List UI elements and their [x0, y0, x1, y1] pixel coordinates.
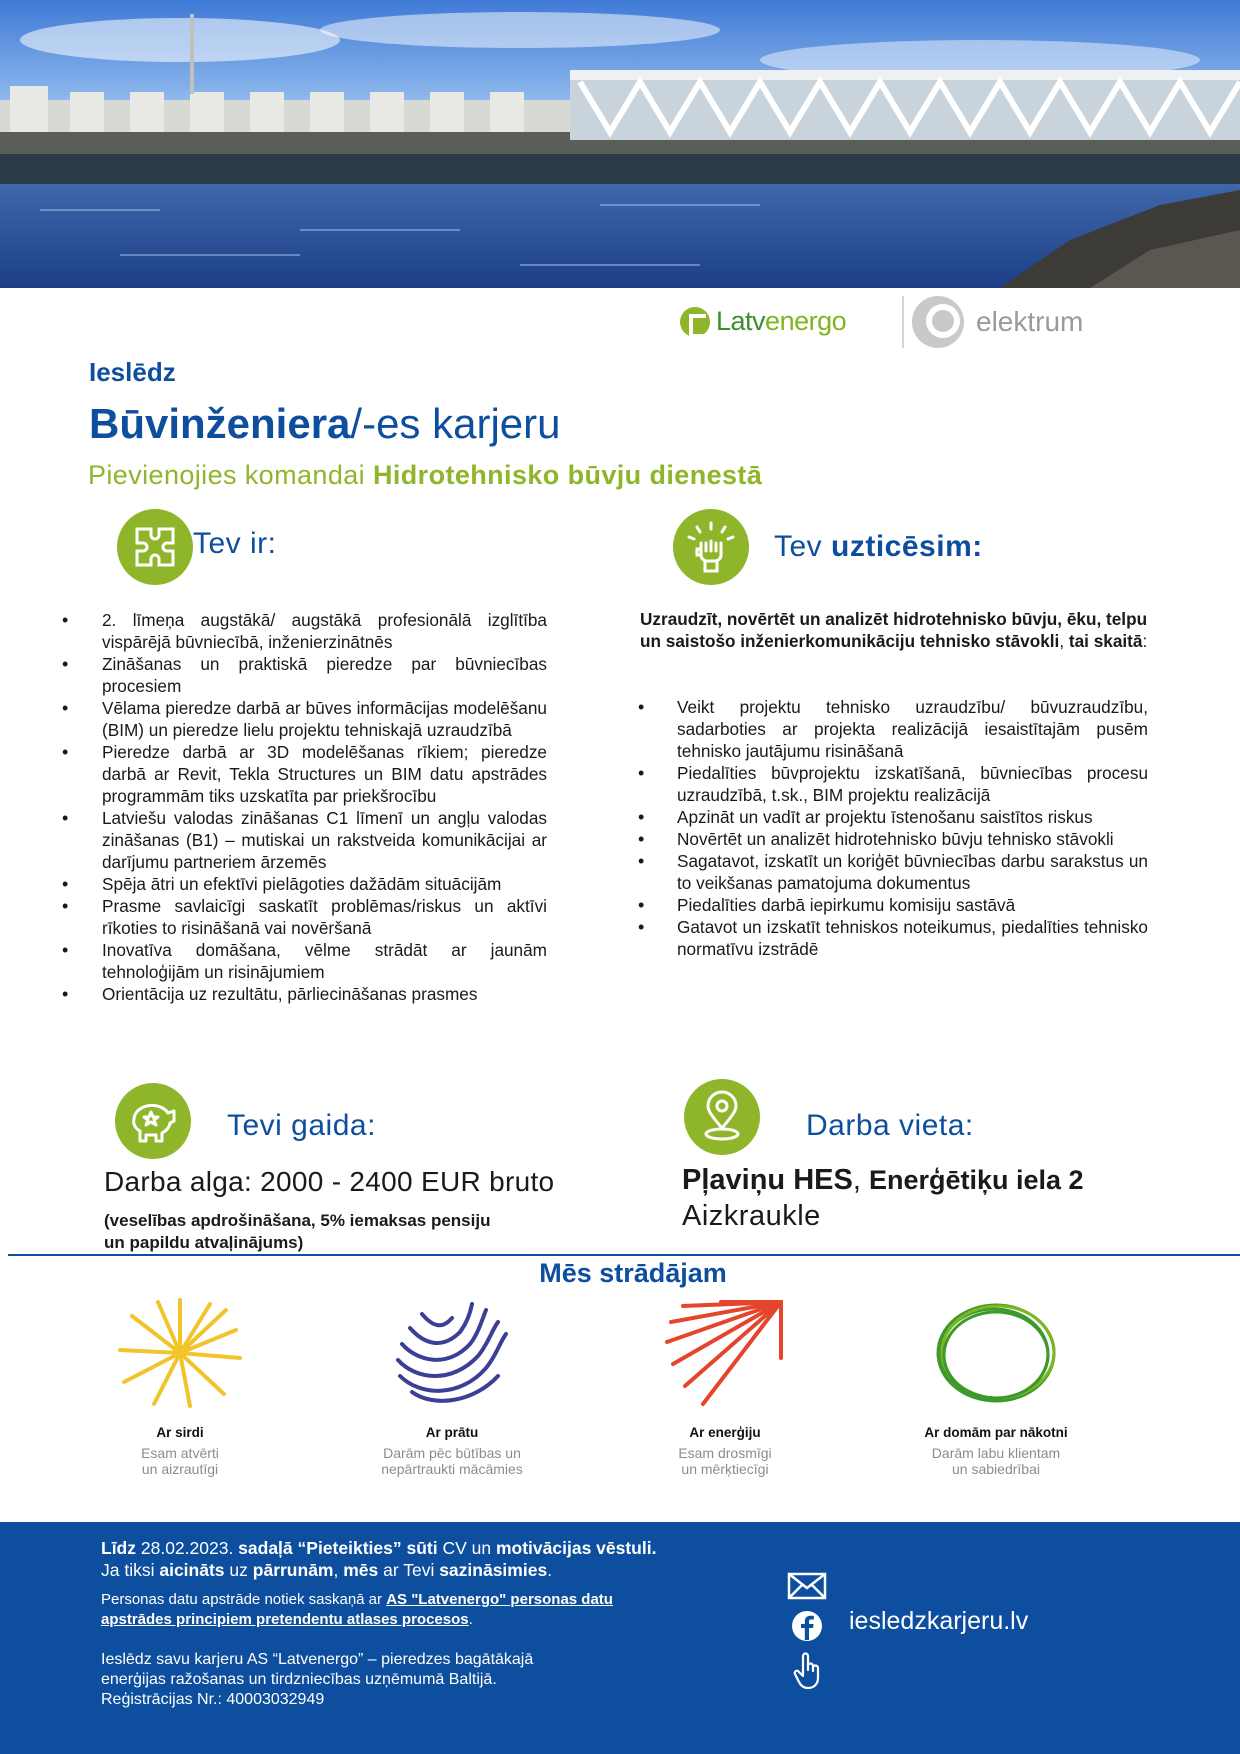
- value-future: [876, 1298, 1116, 1477]
- logo-divider: [902, 296, 904, 348]
- workplace-street: Enerģētiķu iela 2: [868, 1165, 1084, 1195]
- latvenergo-word-b: energo: [765, 306, 847, 336]
- website-link[interactable]: iesledzkarjeru.lv: [849, 1607, 1029, 1635]
- list-item: • Sagatavot, izskatīt un koriģēt būvniecības darbu sarakstus un to veikšanas pamatojuma dokumentus: [638, 850, 1148, 894]
- sunburst-icon: [60, 1298, 300, 1408]
- l2-h: sazināsimies: [439, 1560, 548, 1580]
- list-item: • Orientācija uz rezultātu, pārliecināšanas prasmes: [62, 983, 547, 1005]
- waves-icon: [332, 1298, 572, 1408]
- workplace-city: Aizkraukle: [682, 1200, 821, 1232]
- list-item: • Zināšanas un praktiskā pieredze par būvniecības procesiem: [62, 653, 547, 697]
- value-line-1: Darām labu klientam: [931, 1445, 1061, 1461]
- l2-i: .: [547, 1560, 553, 1580]
- brand-logos: [680, 296, 1100, 356]
- value-line-1: Esam atvērti: [141, 1445, 219, 1461]
- value-line-2: un mērķtiecīgi: [681, 1461, 769, 1477]
- list-item: • 2. līmeņa augstākā/ augstākā profesionālā izglītība vispārējā būvniecībā, inženierzinātnēs: [62, 609, 547, 653]
- list-item: • Veikt projektu tehnisko uzraudzību/ būvuzraudzību, sadarboties ar projekta realizācijā iesaistītajām pusēm tehnisko jautājumu risināšanā: [638, 696, 1148, 762]
- privacy-notice: [101, 1590, 661, 1630]
- section-divider: [8, 1254, 1240, 1256]
- list-item: • Gatavot un izskatīt tehniskos noteikumus, piedalīties tehnisko normatīvu izstrādē: [638, 916, 1148, 960]
- privacy-text: Personas datu apstrāde notiek saskaņā ar: [101, 1591, 387, 1608]
- rings-icon: [876, 1298, 1116, 1408]
- l2-e: ,: [333, 1560, 344, 1580]
- latvenergo-logo: [680, 306, 846, 337]
- puzzle-icon: [117, 509, 193, 585]
- contact-text: [101, 1560, 552, 1581]
- about-line-3: Reģistrācijas Nr.: 40003032949: [101, 1691, 325, 1708]
- privacy-end: .: [468, 1611, 473, 1628]
- l2-f: mēs: [343, 1560, 379, 1580]
- elektrum-mark-icon: [912, 296, 964, 348]
- workplace-name: Pļaviņu HES: [682, 1164, 853, 1196]
- benefits-line-2: un papildu atvaļinājums): [104, 1233, 304, 1252]
- intro-bold: Uzraudzīt, novērtēt un analizēt hidrotehnisko būvju, ēku, telpu un saistošo inženierkomunikāciju tehnisko stāvokli: [640, 609, 1148, 651]
- elektrum-word: elektrum: [976, 306, 1084, 337]
- list-item: • Vēlama pieredze darbā ar būves informācijas modelēšanu (BIM) un pieredze lielu projektu tehniskajā uzraudzībā: [62, 697, 547, 741]
- list-item: • Prasme savlaicīgi saskatīt problēmas/riskus un aktīvi rīkoties to risināšanā vai novēršanā: [62, 895, 547, 939]
- apply-deadline-text: [101, 1538, 656, 1559]
- l1-c: sadaļā “Pieteikties”: [238, 1538, 402, 1558]
- pointer-hand-icon[interactable]: [787, 1652, 831, 1692]
- latvenergo-mark-icon: [680, 307, 710, 337]
- requirements-list: [62, 609, 547, 1005]
- piggy-bank-icon: [115, 1083, 191, 1159]
- facebook-icon[interactable]: [787, 1610, 831, 1644]
- header-small: Ieslēdz: [89, 357, 176, 387]
- value-title: Ar domām par nākotni: [924, 1425, 1068, 1440]
- privacy-link[interactable]: AS "Latvenergo" personas datu apstrādes principiem pretendentu atlases procesos: [101, 1591, 613, 1628]
- subtitle-plain: Pievienojies komandai: [88, 460, 373, 490]
- section-title-we-trust: [774, 530, 983, 564]
- hero-photo: [0, 0, 1240, 288]
- contact-icons: [787, 1572, 831, 1692]
- salary-text: Darba alga: 2000 - 2400 EUR bruto: [104, 1166, 555, 1197]
- l2-c: uz: [224, 1560, 253, 1580]
- section-title-you-have: Tev ir:: [193, 527, 277, 560]
- raised-fist-icon: [673, 509, 749, 585]
- value-title: Ar sirdi: [156, 1425, 204, 1440]
- company-about: [101, 1650, 661, 1710]
- map-pin-icon: [684, 1079, 760, 1155]
- value-energy: [605, 1298, 845, 1477]
- about-line-2: enerģijas ražošanas un tirdzniecības uzņēmumā Baltijā.: [101, 1671, 497, 1688]
- l2-b: aicināts: [159, 1560, 225, 1580]
- section-title-offer: Tevi gaida:: [227, 1109, 376, 1142]
- latvenergo-word-a: Latv: [716, 306, 766, 336]
- list-item: • Piedalīties darbā iepirkumu komisiju sastāvā: [638, 894, 1148, 916]
- section-title-location: Darba vieta:: [806, 1109, 974, 1142]
- value-heart: [60, 1298, 300, 1477]
- about-line-1: Ieslēdz savu karjeru AS “Latvenergo” – pieredzes bagātākajā: [101, 1651, 534, 1668]
- benefits-note: [104, 1210, 564, 1254]
- page-subtitle: [88, 460, 762, 491]
- benefits-line-1: (veselības apdrošināšana, 5% iemaksas pensiju: [104, 1211, 491, 1230]
- l1-a: Līdz: [101, 1538, 136, 1558]
- l2-a: Ja tiksi: [101, 1560, 160, 1580]
- list-item: • Latviešu valodas zināšanas C1 līmenī un angļu valodas zināšanas (B1) – mutiskai un rakstveida komunikācijai ar darījumu partneriem ārzemēs: [62, 807, 547, 873]
- list-item: • Inovatīva domāšana, vēlme strādāt ar jaunām tehnoloģijām un risinājumiem: [62, 939, 547, 983]
- duties-intro: [640, 608, 1148, 652]
- l1-f: CV un: [437, 1538, 496, 1558]
- workplace-address: [682, 1164, 1084, 1197]
- value-title: Ar prātu: [425, 1425, 479, 1440]
- values-title: Mēs strādājam: [539, 1258, 727, 1288]
- list-item: • Spēja ātri un efektīvi pielāgoties dažādām situācijām: [62, 873, 547, 895]
- elektrum-logo: [912, 296, 1083, 348]
- list-item: • Pieredze darbā ar 3D modelēšanas rīkiem; pieredze darbā ar Revit, Tekla Structures un BIM datu apstrādes programmām tiks uzskatīta par priekšrocību: [62, 741, 547, 807]
- intro-bold-2: tai skaitā: [1068, 631, 1143, 651]
- rays-icon: [605, 1298, 845, 1408]
- value-line-1: Darām pēc būtības un: [383, 1445, 521, 1461]
- value-mind: [332, 1298, 572, 1477]
- l2-d: pārrunām: [252, 1560, 334, 1580]
- subtitle-bold: Hidrotehnisko būvju dienestā: [372, 460, 763, 490]
- title-rest: /-es karjeru: [350, 400, 561, 447]
- trust-title-bold: uzticēsim:: [831, 530, 983, 563]
- title-bold: Būvinženiera: [89, 400, 351, 447]
- envelope-icon[interactable]: [787, 1572, 831, 1602]
- value-line-2: un sabiedrībai: [952, 1461, 1040, 1477]
- value-line-1: Esam drosmīgi: [678, 1445, 772, 1461]
- trust-title-plain: Tev: [774, 530, 832, 563]
- workplace-sep: ,: [852, 1164, 869, 1196]
- l2-g: ar Tevi: [378, 1560, 440, 1580]
- list-item: • Piedalīties būvprojektu izskatīšanā, būvniecības procesu uzraudzībā, t.sk., BIM projektu realizācijā: [638, 762, 1148, 806]
- duties-list: [638, 696, 1148, 960]
- l1-b: 28.02.2023.: [136, 1538, 239, 1558]
- value-line-2: nepārtraukti mācāmies: [381, 1461, 523, 1477]
- value-title: Ar enerģiju: [689, 1425, 761, 1440]
- l1-e: sūti: [406, 1538, 438, 1558]
- intro-comma: ,: [1059, 631, 1065, 651]
- page-title: [89, 400, 560, 448]
- footer: [0, 1522, 1240, 1754]
- intro-colon: :: [1142, 631, 1148, 651]
- list-item: • Apzināt un vadīt ar projektu īstenošanu saistītos riskus: [638, 806, 1148, 828]
- l1-g: motivācijas vēstuli.: [495, 1538, 657, 1558]
- list-item: • Novērtēt un analizēt hidrotehnisko būvju tehnisko stāvokli: [638, 828, 1148, 850]
- value-line-2: un aizrautīgi: [141, 1461, 219, 1477]
